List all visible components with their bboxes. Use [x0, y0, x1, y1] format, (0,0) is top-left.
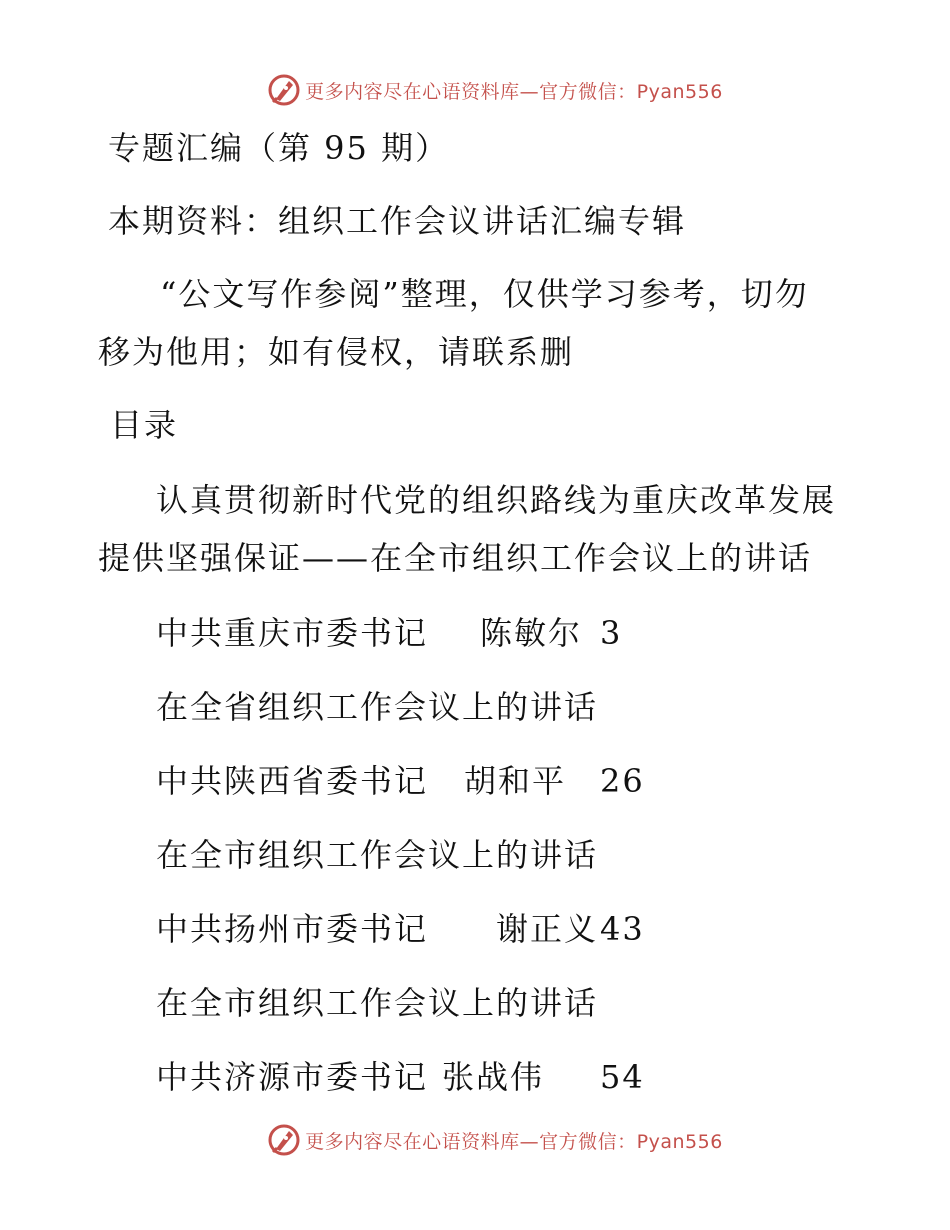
toc-entry-title: 认真贯彻新时代党的组织路线为重庆改革发展	[156, 481, 837, 519]
speaker-position: 中共济源市委书记	[156, 1058, 429, 1096]
speaker-position: 中共陕西省委书记	[156, 762, 429, 800]
pen-nib-logo-icon	[267, 1123, 301, 1157]
series-title: 专题汇编（第 95 期）	[108, 129, 450, 167]
toc-entry-title: 在全市组织工作会议上的讲话	[156, 836, 599, 874]
notice-line-2: 移为他用；如有侵权，请联系删	[98, 333, 575, 371]
speaker-position: 中共重庆市委书记	[156, 614, 429, 652]
header-banner	[0, 70, 950, 110]
page-number: 26	[600, 762, 645, 800]
footer-banner-text: 更多内容尽在心语资料库—官方微信：Pyan556	[305, 1130, 723, 1153]
toc-entry-title: 在全市组织工作会议上的讲话	[156, 984, 599, 1022]
speaker-name: 陈敏尔	[480, 614, 583, 652]
toc-heading: 目录	[110, 406, 179, 444]
page-number: 3	[600, 614, 623, 652]
header-banner-text: 更多内容尽在心语资料库—官方微信：Pyan556	[305, 80, 723, 103]
page-number: 54	[600, 1058, 645, 1096]
notice-line-1: “公文写作参阅”整理，仅供学习参考，切勿	[160, 275, 809, 313]
speaker-name: 谢正义	[496, 910, 599, 948]
speaker-name: 张战伟	[442, 1058, 545, 1096]
speaker-name: 胡和平	[464, 762, 567, 800]
toc-entry-title: 在全省组织工作会议上的讲话	[156, 688, 599, 726]
page-number: 43	[600, 910, 645, 948]
toc-entry-title-continued: 提供坚强保证——在全市组织工作会议上的讲话	[98, 539, 813, 577]
footer-banner	[0, 1120, 950, 1160]
issue-subject: 本期资料：组织工作会议讲话汇编专辑	[108, 202, 687, 240]
speaker-position: 中共扬州市委书记	[156, 910, 429, 948]
pen-nib-logo-icon	[267, 73, 301, 107]
